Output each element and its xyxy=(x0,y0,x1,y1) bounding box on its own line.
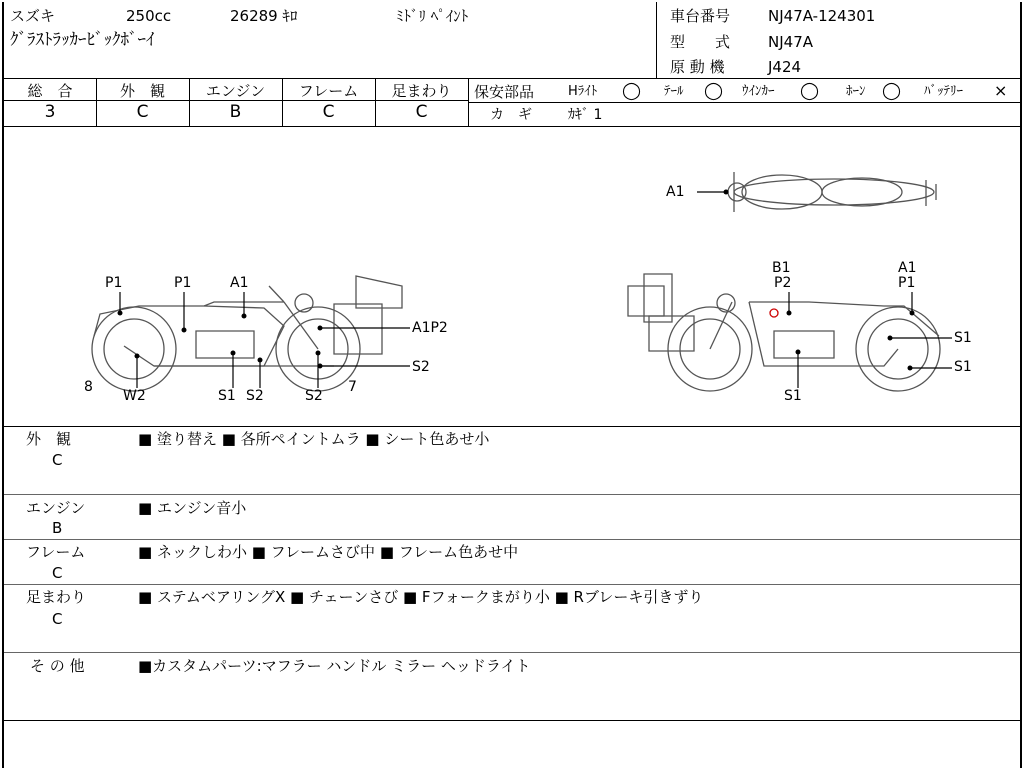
grade-value: 3 xyxy=(44,102,56,122)
damage-label: P1 xyxy=(898,275,916,291)
grade-label: 総 合 xyxy=(27,82,73,100)
inspection-sheet xyxy=(2,2,1022,768)
remark-category: 足まわり xyxy=(26,588,87,606)
damage-label: P1 xyxy=(174,275,192,291)
divider xyxy=(96,78,97,126)
divider xyxy=(375,78,376,126)
safety-item: ﾎｰﾝ xyxy=(846,84,866,99)
remark-text: ■ 塗り替え ■ 各所ペイントムラ ■ シート色あせ小 xyxy=(138,430,490,448)
remark-text: ■ ネックしわ小 ■ フレームさび中 ■ フレーム色あせ中 xyxy=(138,543,519,561)
engine-label: 原 動 機 xyxy=(670,58,725,76)
divider xyxy=(656,2,657,78)
divider xyxy=(4,539,1020,540)
safety-item: ｳｲﾝｶｰ xyxy=(742,84,775,99)
damage-label: P1 xyxy=(105,275,123,291)
type-label: 型 式 xyxy=(670,33,731,51)
damage-label: S1 xyxy=(954,330,972,346)
safety-mark: ◯ xyxy=(882,81,902,101)
remark-grade: C xyxy=(52,610,63,628)
right-side-bike xyxy=(628,274,940,391)
remark-text: ■ ステムベアリングX ■ チェーンさび ■ Fフォークまがり小 ■ Rブレーキ引きずり xyxy=(138,588,704,606)
damage-label: S2 xyxy=(246,388,264,404)
grade-label: 足まわり xyxy=(391,82,452,100)
remark-category: そ の 他 xyxy=(30,657,85,675)
damage-label: B1 xyxy=(772,260,791,276)
safety-item: ﾃｰﾙ xyxy=(664,84,684,99)
engine-value: J424 xyxy=(768,58,802,76)
remark-grade: C xyxy=(52,564,63,582)
damage-label: S1 xyxy=(784,388,802,404)
safety-label: 保安部品 xyxy=(474,83,535,101)
damage-label: 7 xyxy=(348,379,357,395)
grade-value: B xyxy=(229,102,242,122)
type-value: NJ47A xyxy=(768,33,813,51)
remark-category: 外 観 xyxy=(26,430,72,448)
remark-text: ■ エンジン音小 xyxy=(138,499,247,517)
remark-category: フレーム xyxy=(26,543,86,561)
damage-label: A1 xyxy=(898,260,917,276)
grade-label: エンジン xyxy=(205,82,266,100)
divider xyxy=(4,584,1020,585)
grade-value: C xyxy=(415,102,428,122)
divider xyxy=(96,100,189,101)
divider xyxy=(4,652,1020,653)
divider xyxy=(4,78,1020,79)
paint-color: ﾐﾄﾞﾘ ﾍﾟｲﾝﾄ xyxy=(396,7,469,25)
divider xyxy=(4,720,1020,721)
safety-item: ﾊﾞｯﾃﾘｰ xyxy=(924,84,963,99)
key-label: カ ギ xyxy=(490,107,532,123)
damage-label: 8 xyxy=(84,379,93,395)
remark-grade: C xyxy=(52,451,63,469)
divider xyxy=(282,100,375,101)
bike-diagram xyxy=(4,126,1024,426)
key-value: ｶｷﾞ 1 xyxy=(568,107,603,123)
damage-label: S2 xyxy=(305,388,323,404)
damage-label: S2 xyxy=(412,359,430,375)
safety-mark: × xyxy=(994,81,1008,100)
damage-label: S1 xyxy=(954,359,972,375)
divider xyxy=(4,494,1020,495)
damage-label: W2 xyxy=(123,388,146,404)
divider xyxy=(468,102,1020,103)
divider xyxy=(4,426,1020,427)
grade-label: 外 観 xyxy=(119,82,165,100)
mileage: 26289 ｷﾛ xyxy=(230,7,298,25)
damage-label: P2 xyxy=(774,275,792,291)
safety-mark: ◯ xyxy=(800,81,820,101)
frame-no-label: 車台番号 xyxy=(670,7,731,25)
damage-label: A1 xyxy=(666,184,685,200)
remark-category: エンジン xyxy=(26,499,86,517)
grade-label: フレーム xyxy=(298,82,359,100)
damage-label: A1P2 xyxy=(412,320,448,336)
maker: スズキ xyxy=(10,7,56,25)
damage-label: A1 xyxy=(230,275,249,291)
safety-item: Hﾗｲﾄ xyxy=(568,84,598,99)
grade-value: C xyxy=(322,102,335,122)
safety-mark: ◯ xyxy=(622,81,642,101)
remark-grade: B xyxy=(52,519,63,537)
grade-value: C xyxy=(136,102,149,122)
left-side-bike xyxy=(92,276,402,391)
damage-label: S1 xyxy=(218,388,236,404)
top-view-bike xyxy=(728,172,936,212)
displacement: 250cc xyxy=(126,7,172,25)
frame-no: NJ47A-124301 xyxy=(768,7,876,25)
divider xyxy=(375,100,468,101)
divider xyxy=(282,78,283,126)
safety-mark: ◯ xyxy=(704,81,724,101)
divider xyxy=(189,100,282,101)
divider xyxy=(4,100,96,101)
model-name: ｸﾞﾗｽﾄﾗｯｶｰﾋﾞｯｸﾎﾞｰｲ xyxy=(10,30,155,50)
remark-text: ■カスタムパーツ:マフラー ハンドル ミラー ヘッドライト xyxy=(138,657,531,675)
divider xyxy=(189,78,190,126)
